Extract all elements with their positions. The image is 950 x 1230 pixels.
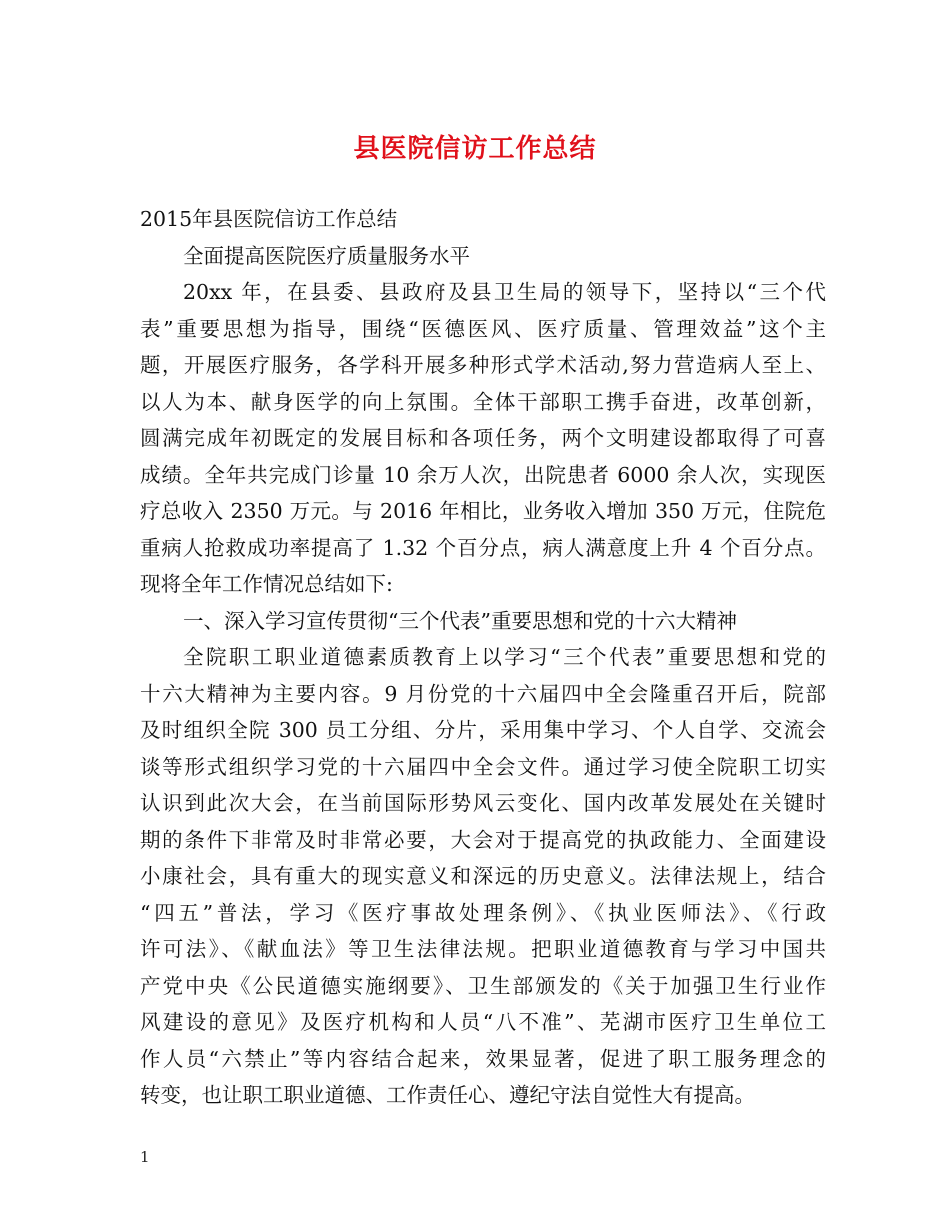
body-line: 许可法》、《献血法》等卫生法律法规。把职业道德教育与学习中国共 bbox=[140, 937, 826, 961]
body-line: 题，开展医疗服务，各学科开展多种形式学术活动,努力营造病人至上、 bbox=[140, 353, 826, 377]
body-line: 小康社会，具有重大的现实意义和深远的历史意义。法律法规上，结合 bbox=[140, 864, 826, 888]
body-line: 疗总收入 2350 万元。与 2016 年相比，业务收入增加 350 万元，住院危 bbox=[140, 499, 826, 523]
body-line: 转变，也让职工职业道德、工作责任心、遵纪守法自觉性大有提高。 bbox=[140, 1083, 755, 1107]
body-line: 重病人抢救成功率提高了 1.32 个百分点，病人满意度上升 4 个百分点。 bbox=[140, 535, 826, 560]
page-number: 1 bbox=[140, 1148, 150, 1166]
document-title: 县医院信访工作总结 bbox=[353, 134, 597, 164]
body-line: 一、深入学习宣传贯彻“三个代表”重要思想和党的十六大精神 bbox=[183, 608, 737, 633]
body-line: 认识到此次大会，在当前国际形势风云变化、国内改革发展处在关键时 bbox=[140, 791, 826, 815]
body-line: 十六大精神为主要内容。9 月份党的十六届四中全会隆重召开后，院部 bbox=[140, 681, 826, 706]
body-line: 及时组织全院 300 员工分组、分片，采用集中学习、个人自学、交流会 bbox=[140, 718, 826, 742]
body-line: 圆满完成年初既定的发展目标和各项任务，两个文明建设都取得了可喜 bbox=[140, 426, 826, 450]
body-line: 风建设的意见》及医疗机构和人员“八不准”、芜湖市医疗卫生单位工 bbox=[140, 1010, 826, 1034]
body-line: 成绩。全年共完成门诊量 10 余万人次，出院患者 6000 余人次，实现医 bbox=[140, 462, 826, 487]
document-body bbox=[140, 201, 826, 1114]
body-line: 以人为本、献身医学的向上氛围。全体干部职工携手奋进，改革创新， bbox=[140, 389, 826, 414]
body-line: 期的条件下非常及时非常必要，大会对于提高党的执政能力、全面建设 bbox=[140, 827, 826, 852]
body-line: “四五”普法，学习《医疗事故处理条例》、《执业医师法》、《行政 bbox=[140, 900, 826, 925]
body-line: 谈等形式组织学习党的十六届四中全会文件。通过学习使全院职工切实 bbox=[140, 754, 826, 779]
body-line: 现将全年工作情况总结如下: bbox=[140, 572, 393, 596]
body-line: 作人员“六禁止”等内容结合起来，效果显著，促进了职工服务理念的 bbox=[140, 1046, 826, 1071]
body-line: 表”重要思想为指导，围绕“医德医风、医疗质量、管理效益”这个主 bbox=[140, 316, 826, 341]
body-line: 20xx 年，在县委、县政府及县卫生局的领导下，坚持以“三个代 bbox=[183, 280, 826, 304]
body-line: 全面提高医院医疗质量服务水平 bbox=[183, 243, 470, 268]
body-line: 产党中央《公民道德实施纲要》、卫生部颁发的《关于加强卫生行业作 bbox=[140, 973, 826, 998]
body-line: 全院职工职业道德素质教育上以学习“三个代表”重要思想和党的 bbox=[183, 645, 826, 669]
body-line: 2015年县医院信访工作总结 bbox=[140, 207, 398, 231]
